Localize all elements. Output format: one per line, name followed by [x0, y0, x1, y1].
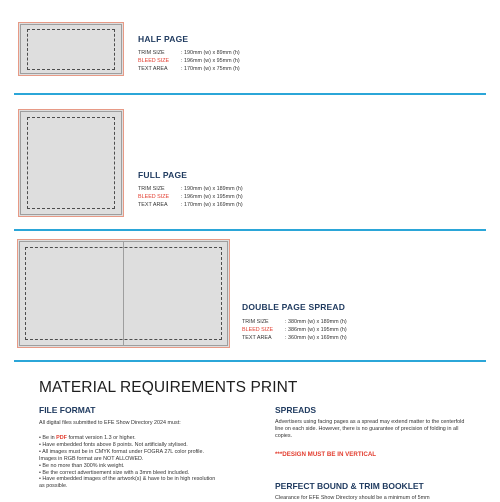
- section-divider: [14, 93, 486, 95]
- half-page-title: HALF PAGE: [138, 34, 189, 44]
- list-item: • All images must be in CMYK format under FOGRA 27L color profile.: [39, 448, 204, 455]
- section-divider: [14, 360, 486, 362]
- double-page-text-area-size: TEXT AREA : 360mm (w) x 169mm (h): [242, 335, 347, 341]
- full-page-text-area: [27, 117, 115, 209]
- list-item: • Be the correct advertisement size with a 3mm bleed included.: [39, 469, 190, 476]
- list-item: • Be no more than 300% ink weight.: [39, 462, 125, 469]
- full-page-trim-size: TRIM SIZE : 190mm (w) x 189mm (h): [138, 186, 243, 192]
- list-item: • Be in PDF format version 1.3 or higher.: [39, 435, 136, 441]
- file-format-list: [39, 435, 254, 490]
- full-page-bleed-size: BLEED SIZE : 196mm (w) x 195mm (h): [138, 194, 243, 200]
- double-page-bleed-size: BLEED SIZE : 386mm (w) x 195mm (h): [242, 327, 347, 333]
- list-item: • Have embedded images of the artwork(s) & have to be in high resolution: [39, 476, 216, 483]
- material-requirements-heading: MATERIAL REQUIREMENTS PRINT: [39, 379, 298, 396]
- half-page-bleed-size: BLEED SIZE : 196mm (w) x 95mm (h): [138, 58, 240, 64]
- list-item: as possible.: [39, 483, 68, 490]
- double-page-text-area: [25, 247, 222, 340]
- spreads-vertical-note: ***DESIGN MUST BE IN VERTICAL: [275, 451, 377, 458]
- spreads-title: SPREADS: [275, 405, 317, 415]
- list-item: • Have embedded fonts above 8 points. Not artificially stylised.: [39, 441, 188, 448]
- double-page-trim-size: TRIM SIZE : 380mm (w) x 189mm (h): [242, 319, 347, 325]
- double-page-title: DOUBLE PAGE SPREAD: [242, 302, 346, 312]
- half-page-text-area-size: TEXT AREA : 170mm (w) x 75mm (h): [138, 66, 240, 72]
- perfect-bound-body: Clearance for EFE Show Directory should be a minimum of 5mm: [275, 495, 430, 501]
- half-page-text-area: [27, 29, 115, 70]
- full-page-title: FULL PAGE: [138, 170, 188, 180]
- full-page-text-area-size: TEXT AREA : 170mm (w) x 169mm (h): [138, 202, 243, 208]
- file-format-title: FILE FORMAT: [39, 405, 96, 415]
- list-item: Images in RGB format are NOT ALLOWED.: [39, 455, 144, 462]
- section-divider: [14, 229, 486, 231]
- half-page-trim-size: TRIM SIZE : 190mm (w) x 89mm (h): [138, 50, 240, 56]
- perfect-bound-title: PERFECT BOUND & TRIM BOOKLET: [275, 481, 424, 491]
- file-format-intro: All digital files submitted to EFE Show Directory 2024 must:: [39, 420, 181, 426]
- spreads-body: Advertisers using facing pages as a spread may extend matter to the centerfold line on each side. However, there is no guarantee of precision of folding in all copies.: [275, 419, 465, 439]
